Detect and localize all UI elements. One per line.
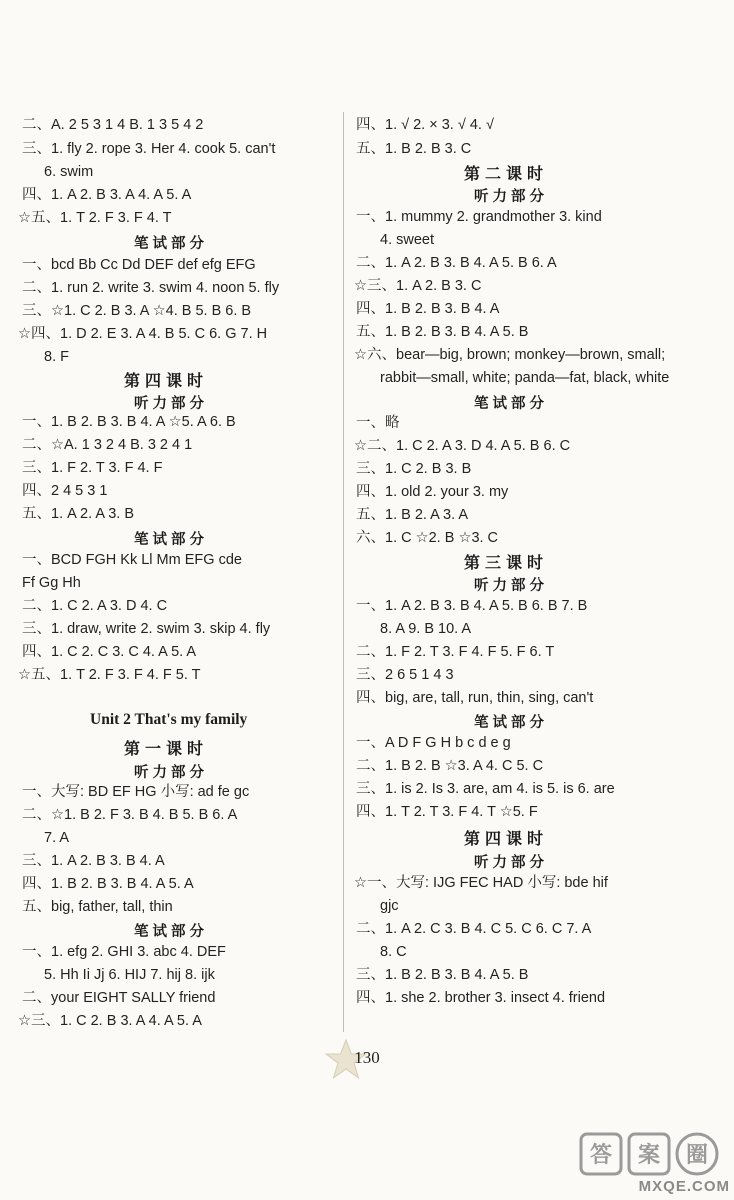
- answer-line: 4. sweet: [380, 232, 434, 248]
- answer-line: 一、1. mummy 2. grandmother 3. kind: [356, 209, 602, 225]
- svg-text:答: 答: [589, 1143, 613, 1168]
- answer-line: 四、1. √ 2. × 3. √ 4. √: [356, 117, 494, 133]
- answer-line: 8. C: [380, 944, 407, 960]
- answer-line: 二、1. C 2. A 3. D 4. C: [22, 598, 168, 614]
- watermark-url: MXQE.COM: [638, 1178, 730, 1195]
- answer-line: 二、1. F 2. T 3. F 4. F 5. F 6. T: [356, 644, 555, 660]
- section-heading: 听力部分: [474, 578, 548, 594]
- answer-line: 二、1. A 2. B 3. B 4. A 5. B 6. A: [356, 255, 557, 271]
- answer-line: 二、☆A. 1 3 2 4 B. 3 2 4 1: [22, 437, 193, 453]
- answer-line: 三、1. draw, write 2. swim 3. skip 4. fly: [22, 621, 271, 637]
- answer-line: 5. Hh Ii Jj 6. HIJ 7. hij 8. ijk: [44, 967, 215, 983]
- answer-line: 四、1. old 2. your 3. my: [356, 484, 509, 500]
- svg-text:圈: 圈: [685, 1143, 709, 1168]
- answer-line: 五、big, father, tall, thin: [22, 899, 173, 915]
- answer-line: rabbit—small, white; panda—fat, black, white: [380, 370, 670, 386]
- answer-line: 三、1. A 2. B 3. B 4. A: [22, 853, 165, 869]
- column-divider: [343, 112, 344, 1032]
- answer-line: 二、A. 2 5 3 1 4 B. 1 3 5 4 2: [22, 117, 204, 133]
- lesson-heading: 第三课时: [464, 553, 549, 572]
- answer-line: ☆三、1. C 2. B 3. A 4. A 5. A: [18, 1013, 202, 1029]
- answer-line: 三、1. F 2. T 3. F 4. F: [22, 460, 163, 476]
- section-heading: 听力部分: [134, 765, 208, 781]
- answer-line: 二、your EIGHT SALLY friend: [22, 990, 216, 1006]
- answer-line: Ff Gg Hh: [22, 575, 81, 591]
- section-heading: 笔试部分: [474, 715, 548, 731]
- answer-line: ☆三、1. A 2. B 3. C: [354, 278, 482, 294]
- answer-line: 一、1. efg 2. GHI 3. abc 4. DEF: [22, 944, 226, 960]
- answer-line: 一、1. A 2. B 3. B 4. A 5. B 6. B 7. B: [356, 598, 588, 614]
- answer-line: 四、1. T 2. T 3. F 4. T ☆5. F: [356, 804, 538, 820]
- answer-line: 二、1. B 2. B ☆3. A 4. C 5. C: [356, 758, 544, 774]
- answer-line: 7. A: [44, 830, 69, 846]
- answer-line: 一、略: [356, 415, 400, 431]
- lesson-heading: 第一课时: [124, 739, 209, 758]
- section-heading: 听力部分: [474, 855, 548, 871]
- answer-line: 五、1. B 2. A 3. A: [356, 507, 469, 523]
- answer-line: 一、BCD FGH Kk Ll Mm EFG cde: [22, 552, 242, 568]
- section-heading: 笔试部分: [134, 924, 208, 940]
- answer-line: 六、1. C ☆2. B ☆3. C: [356, 530, 499, 546]
- section-heading: 笔试部分: [134, 236, 208, 252]
- lesson-heading: 第四课时: [464, 829, 549, 848]
- answer-line: ☆五、1. T 2. F 3. F 4. F 5. T: [18, 667, 201, 683]
- answer-line: 8. A 9. B 10. A: [380, 621, 472, 637]
- answer-line: 一、大写: BD EF HG 小写: ad fe gc: [22, 784, 250, 800]
- answer-line: ☆五、1. T 2. F 3. F 4. T: [18, 210, 172, 226]
- answer-line: 四、2 4 5 3 1: [22, 483, 108, 499]
- answer-line: ☆四、1. D 2. E 3. A 4. B 5. C 6. G 7. H: [18, 326, 268, 342]
- answer-line: 三、1. B 2. B 3. B 4. A 5. B: [356, 967, 529, 983]
- answer-line: gjc: [380, 898, 399, 914]
- section-heading: 笔试部分: [134, 532, 208, 548]
- lesson-heading: 第四课时: [124, 371, 209, 390]
- answer-line: 四、big, are, tall, run, thin, sing, can't: [356, 690, 594, 706]
- unit-title: Unit 2 That's my family: [90, 711, 248, 728]
- svg-text:案: 案: [637, 1143, 661, 1168]
- section-heading: 听力部分: [134, 396, 208, 412]
- answer-line: 四、1. A 2. B 3. A 4. A 5. A: [22, 187, 192, 203]
- answer-line: ☆一、大写: IJG FEC HAD 小写: bde hif: [354, 875, 608, 891]
- lesson-heading: 第二课时: [464, 164, 549, 183]
- answer-line: ☆二、1. C 2. A 3. D 4. A 5. B 6. C: [354, 438, 571, 454]
- answer-line: 6. swim: [44, 164, 94, 180]
- answer-line: 三、1. is 2. Is 3. are, am 4. is 5. is 6. are: [356, 781, 615, 797]
- answer-line: 一、bcd Bb Cc Dd DEF def efg EFG: [22, 257, 256, 273]
- answer-line: 8. F: [44, 349, 69, 365]
- section-heading: 笔试部分: [474, 396, 548, 412]
- answer-line: 三、2 6 5 1 4 3: [356, 667, 454, 683]
- section-heading: 听力部分: [474, 189, 548, 205]
- answer-line: 三、1. fly 2. rope 3. Her 4. cook 5. can't: [22, 141, 276, 157]
- answer-line: 二、1. A 2. C 3. B 4. C 5. C 6. C 7. A: [356, 921, 592, 937]
- answer-line: 三、1. C 2. B 3. B: [356, 461, 472, 477]
- answer-line: 一、1. B 2. B 3. B 4. A ☆5. A 6. B: [22, 414, 236, 430]
- answer-line: 二、☆1. B 2. F 3. B 4. B 5. B 6. A: [22, 807, 238, 823]
- page-number: 130: [354, 1048, 380, 1067]
- answer-line: ☆六、bear—big, brown; monkey—brown, small;: [354, 347, 666, 363]
- answer-line: 三、☆1. C 2. B 3. A ☆4. B 5. B 6. B: [22, 303, 252, 319]
- answer-line: 四、1. B 2. B 3. B 4. A 5. A: [22, 876, 194, 892]
- answer-line: 一、A D F G H b c d e g: [356, 735, 511, 751]
- answer-line: 二、1. run 2. write 3. swim 4. noon 5. fly: [22, 280, 280, 296]
- answer-line: 五、1. B 2. B 3. B 4. A 5. B: [356, 324, 529, 340]
- answer-line: 四、1. she 2. brother 3. insect 4. friend: [356, 990, 606, 1006]
- answer-line: 四、1. C 2. C 3. C 4. A 5. A: [22, 644, 197, 660]
- answer-line: 五、1. A 2. A 3. B: [22, 506, 135, 522]
- answer-line: 四、1. B 2. B 3. B 4. A: [356, 301, 500, 317]
- answer-line: 五、1. B 2. B 3. C: [356, 141, 472, 157]
